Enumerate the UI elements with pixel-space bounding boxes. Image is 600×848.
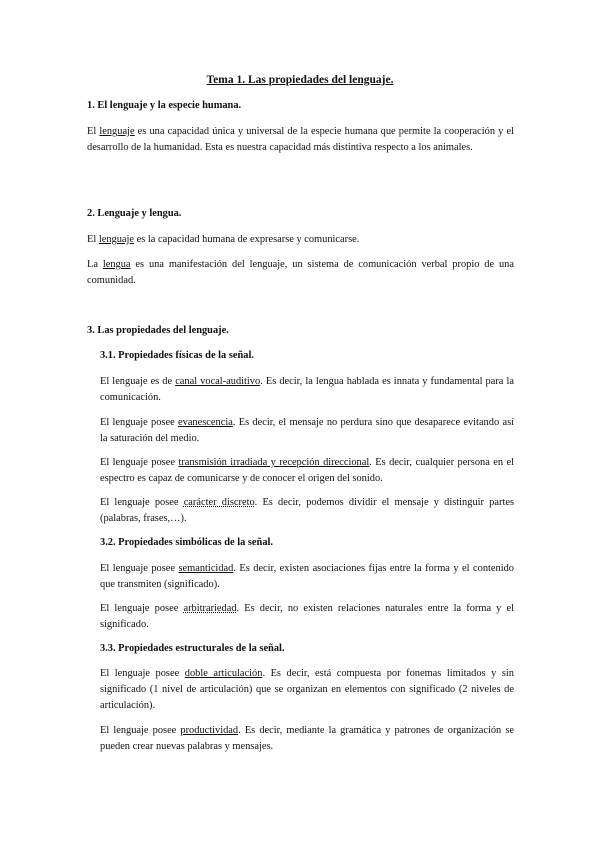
subsection-3-3-paragraph-2 (100, 723, 514, 755)
text: El lenguaje posee (100, 417, 179, 428)
key-term: productividad (180, 725, 239, 736)
subsection-3-2-paragraph-1 (100, 561, 514, 593)
section-1-heading: 1. El lenguaje y la especie humana. (87, 100, 242, 111)
text: . Es decir, podemos dividir el mensaje y distinguir partes (palabras, frases,…). (100, 497, 514, 524)
subsection-3-1-paragraph-2 (100, 415, 514, 447)
subsection-3-2-heading: 3.2. Propiedades simbólicas de la señal. (100, 537, 273, 548)
key-term: carácter discreto (183, 497, 255, 508)
text: es la capacidad humana de expresarse y comunicarse. (134, 234, 360, 245)
key-term: transmisión irradiada y recepción direccional (178, 457, 370, 468)
text: . Es decir, la lengua hablada es innata y fundamental para la comunicación. (100, 376, 514, 403)
text: El lenguaje posee (100, 563, 179, 574)
text: . Es decir, está compuesta por fonemas limitados y sin significado (1 nivel de articulación) que se organizan en elementos con significado (2 niveles de articulación). (100, 668, 514, 711)
subsection-3-1-paragraph-4 (100, 495, 514, 527)
text: . Es decir, el mensaje no perdura sino que desaparece evitando así la saturación del medio. (100, 417, 514, 444)
text: El lenguaje posee (100, 457, 179, 468)
section-2-heading: 2. Lenguaje y lengua. (87, 208, 182, 219)
key-term: arbitrariedad (183, 603, 237, 614)
text: El lenguaje posee (100, 668, 185, 679)
subsection-3-3-heading: 3.3. Propiedades estructurales de la señal. (100, 643, 285, 654)
section-2-paragraph-2 (87, 257, 514, 289)
key-term: lengua (102, 259, 131, 270)
text: El (87, 126, 100, 137)
subsection-3-1-heading: 3.1. Propiedades físicas de la señal. (100, 350, 254, 361)
key-term: evanescencia (178, 417, 233, 428)
text: El lenguaje posee (100, 603, 184, 614)
subsection-3-1-paragraph-3 (100, 455, 514, 487)
section-2-paragraph-1 (87, 232, 514, 248)
text: . Es decir, no existen relaciones naturales entre la forma y el significado. (100, 603, 514, 630)
text: . Es decir, cualquier persona en el espectro es capaz de comunicarse y de conocer el origen del sonido. (100, 457, 515, 484)
subsection-3-3-paragraph-1 (100, 666, 514, 714)
text: es una capacidad única y universal de la especie humana que permite la cooperación y el desarrollo de la humanidad. Esta es nuestra capacidad más distintiva respecto a los animales. (87, 126, 514, 153)
key-term: lenguaje (99, 126, 135, 137)
text: . Es decir, mediante la gramática y patrones de organización se pueden crear nuevas palabras y mensajes. (100, 725, 514, 752)
subsection-3-2-paragraph-2 (100, 601, 514, 633)
subsection-3-1-paragraph-1 (100, 374, 514, 406)
section-3-heading: 3. Las propiedades del lenguaje. (87, 325, 229, 336)
text: El lenguaje posee (100, 497, 184, 508)
text: La (87, 259, 103, 270)
key-term: doble articulación (184, 668, 263, 679)
key-term: lenguaje (98, 234, 135, 245)
text: El lenguaje es de (100, 376, 176, 387)
section-1-paragraph (87, 124, 514, 156)
text: El (87, 234, 99, 245)
key-term: canal vocal-auditivo (175, 376, 261, 387)
document-title: Tema 1. Las propiedades del lenguaje. (206, 74, 394, 86)
key-term: semanticidad (178, 563, 234, 574)
text: El lenguaje posee (100, 725, 181, 736)
text: es una manifestación del lenguaje, un sistema de comunicación verbal propio de una comunidad. (87, 259, 514, 286)
text: . Es decir, existen asociaciones fijas entre la forma y el contenido que transmiten (significado). (100, 563, 514, 590)
